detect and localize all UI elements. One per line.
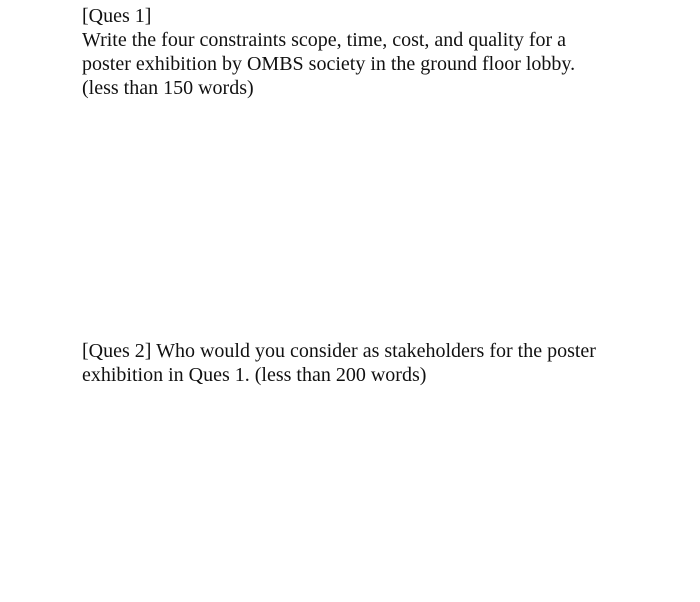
question-2-text-line: exhibition in Ques 1. (less than 200 words) xyxy=(82,364,427,386)
question-2-text-line: [Ques 2] Who would you consider as stakeholders for the poster xyxy=(82,340,596,362)
question-1-text-line: Write the four constraints scope, time, cost, and quality for a xyxy=(82,29,567,51)
question-1-word-limit: (less than 150 words) xyxy=(82,77,254,99)
question-1-heading: [Ques 1] xyxy=(82,5,152,27)
question-1-text-line: poster exhibition by OMBS society in the ground floor lobby. xyxy=(82,53,576,75)
